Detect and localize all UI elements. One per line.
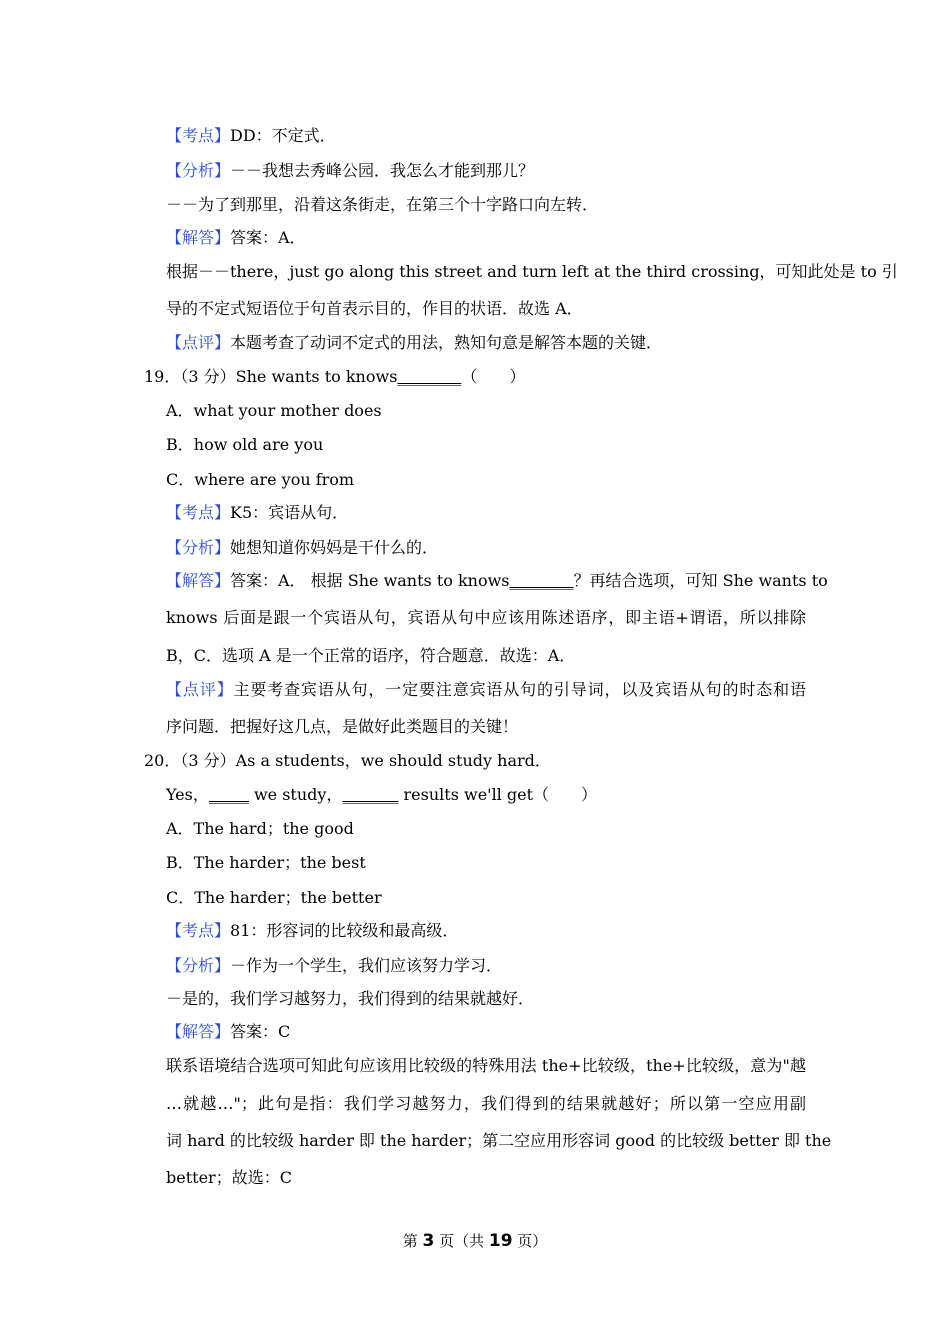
q19-jieda: 【解答】答案：A． 根据 She wants to knows________？再结合选项，可知 She wants to xyxy=(166,571,828,590)
page-total: 19 xyxy=(488,1231,513,1251)
q19-jieda-2: knows 后面是跟一个宾语从句，宾语从句中应该用陈述语序，即主语+谓语，所以排除 xyxy=(166,608,806,627)
q19-jieda-3: B，C．选项 A 是一个正常的语序，符合题意．故选：A． xyxy=(166,646,576,665)
q18-explain-2: 导的不定式短语位于句首表示目的，作目的状语．故选 A． xyxy=(166,299,583,318)
q18-fenxi-2: －－为了到那里，沿着这条街走，在第三个十字路口向左转． xyxy=(166,195,599,214)
q20-option-c: C．The harder；the better xyxy=(166,888,382,907)
q18-explain-1: 根据－－there，just go along this street and turn left at the third crossing，可知此处是 to 引 xyxy=(166,262,898,281)
q20-jieda: 【解答】答案：C xyxy=(166,1022,291,1041)
q20-option-b: B．The harder；the best xyxy=(166,853,366,872)
q20-explain-1: 联系语境结合选项可知此句应该用比较级的特殊用法 the+比较级，the+比较级，意为"越 xyxy=(166,1056,806,1075)
q20-explain-3: 词 hard 的比较级 harder 即 the harder；第二空应用形容词 good 的比较级 better 即 the xyxy=(166,1131,832,1150)
q19-dianping-2: 序问题．把握好这几点，是做好此类题目的关键！ xyxy=(166,717,519,736)
q19-dianping: 【点评】主要考查宾语从句，一定要注意宾语从句的引导词，以及宾语从句的时态和语 xyxy=(166,680,806,699)
q19-option-b: B．how old are you xyxy=(166,435,324,454)
q19-fenxi: 【分析】她想知道你妈妈是干什么的． xyxy=(166,538,439,557)
q20-option-a: A．The hard；the good xyxy=(166,819,354,838)
q18-fenxi: 【分析】－－我想去秀峰公园．我怎么才能到那儿？ xyxy=(166,161,535,180)
q19-option-c: C．where are you from xyxy=(166,470,355,489)
q19-blank: ________ xyxy=(397,367,462,386)
page-footer: 第 3 页（共 19 页） xyxy=(402,1231,548,1251)
page-number: 3 xyxy=(422,1231,435,1251)
q19-stem: 19．（3 分）She wants to knows________（ ） xyxy=(144,367,526,386)
q18-kaodian: 【考点】DD：不定式． xyxy=(166,126,336,145)
q20-explain-4: better；故选：C xyxy=(166,1168,292,1187)
q20-stem-2: Yes，_____ we study，_______ results we'll get（ ） xyxy=(166,785,598,804)
q20-blank-2: _______ xyxy=(342,785,399,804)
q18-dianping: 【点评】本题考查了动词不定式的用法，熟知句意是解答本题的关键． xyxy=(166,333,663,352)
q19-jieda-blank: ________ xyxy=(509,571,574,590)
q20-fenxi: 【分析】－作为一个学生，我们应该努力学习． xyxy=(166,956,503,975)
q20-fenxi-2: －是的，我们学习越努力，我们得到的结果就越好． xyxy=(166,989,535,1008)
q20-kaodian: 【考点】81：形容词的比较级和最高级． xyxy=(166,921,459,940)
q19-kaodian: 【考点】K5：宾语从句． xyxy=(166,503,349,522)
q18-jieda: 【解答】答案：A． xyxy=(166,228,306,247)
q19-option-a: A．what your mother does xyxy=(166,401,382,420)
q20-explain-2: …就越…"；此句是指：我们学习越努力，我们得到的结果就越好；所以第一空应用副 xyxy=(166,1094,806,1113)
q20-blank-1: _____ xyxy=(208,785,249,804)
q20-stem: 20．（3 分）As a students，we should study hard． xyxy=(144,751,551,770)
